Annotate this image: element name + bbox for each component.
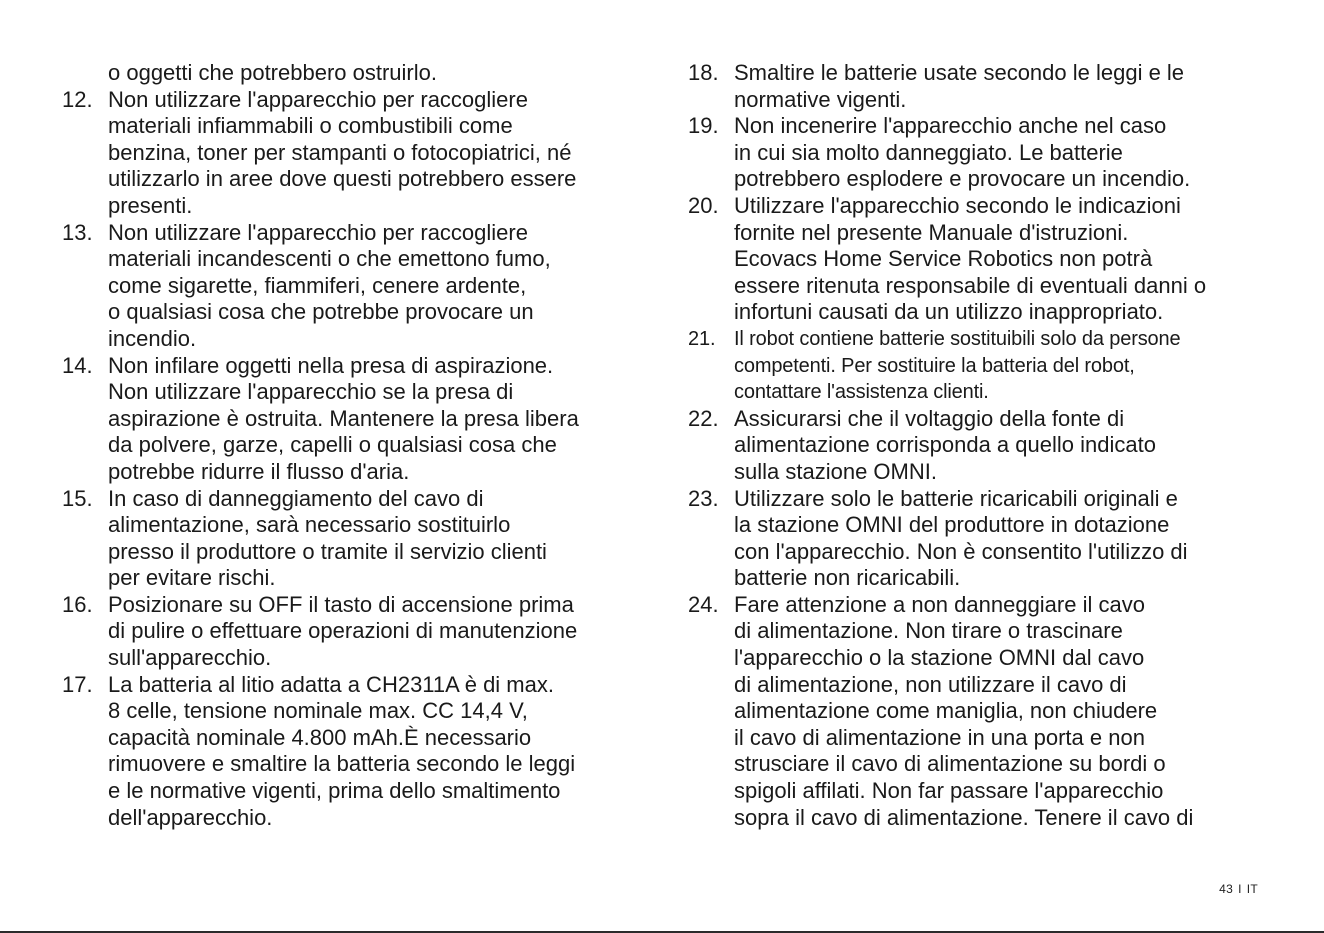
footer-separator: I bbox=[1238, 882, 1242, 896]
text-line: Assicurarsi che il voltaggio della fonte di bbox=[734, 405, 1125, 431]
page-number: 43 bbox=[1219, 882, 1234, 896]
list-item bbox=[688, 60, 1278, 113]
item-number: 17. bbox=[62, 671, 93, 697]
text-line: materiali infiammabili o combustibili come bbox=[108, 113, 513, 139]
text-line: infortuni causati da un utilizzo inappropriato. bbox=[734, 299, 1164, 325]
item-number: 16. bbox=[62, 591, 93, 617]
text-line: il cavo di alimentazione in una porta e non bbox=[734, 724, 1145, 750]
left-column bbox=[62, 60, 652, 831]
text-line: alimentazione corrisponda a quello indicato bbox=[734, 432, 1156, 458]
item-text bbox=[734, 406, 1278, 486]
item-number: 21. bbox=[688, 327, 716, 350]
item-number: 24. bbox=[688, 591, 719, 617]
list-item bbox=[688, 326, 1278, 406]
language-code: IT bbox=[1246, 882, 1258, 896]
item-text bbox=[734, 113, 1278, 193]
item-number: 19. bbox=[688, 113, 719, 139]
text-line: come sigarette, fiammiferi, cenere ardente, bbox=[108, 272, 527, 298]
text-line: sull'apparecchio. bbox=[108, 645, 272, 671]
text-line: la stazione OMNI del produttore in dotazione bbox=[734, 512, 1170, 538]
text-line: Non utilizzare l'apparecchio per raccogliere bbox=[108, 86, 528, 112]
text-line: capacità nominale 4.800 mAh.È necessario bbox=[108, 724, 532, 750]
text-line: di alimentazione. Non tirare o trascinare bbox=[734, 618, 1123, 644]
text-line: materiali incandescenti o che emettono fumo, bbox=[108, 246, 551, 272]
item-text bbox=[108, 87, 652, 220]
list-item bbox=[62, 353, 652, 486]
text-line: contattare l'assistenza clienti. bbox=[734, 381, 989, 404]
text-line: da polvere, garze, capelli o qualsiasi cosa che bbox=[108, 432, 557, 458]
text-line: l'apparecchio o la stazione OMNI dal cavo bbox=[734, 645, 1145, 671]
text-line: alimentazione come maniglia, non chiudere bbox=[734, 698, 1158, 724]
item-number: 12. bbox=[62, 86, 93, 112]
text-line: in cui sia molto danneggiato. Le batterie bbox=[734, 139, 1123, 165]
item-number: 22. bbox=[688, 405, 719, 431]
text-line: potrebbe ridurre il flusso d'aria. bbox=[108, 458, 410, 484]
list-item bbox=[62, 672, 652, 832]
text-line: normative vigenti. bbox=[734, 86, 907, 112]
list-item bbox=[62, 220, 652, 353]
text-line: Utilizzare solo le batterie ricaricabili originali e bbox=[734, 485, 1178, 511]
text-line: e le normative vigenti, prima dello smaltimento bbox=[108, 778, 561, 804]
text-line: incendio. bbox=[108, 325, 197, 351]
item-text bbox=[108, 353, 652, 486]
text-line: 8 celle, tensione nominale max. CC 14,4 V, bbox=[108, 698, 528, 724]
item-number: 15. bbox=[62, 485, 93, 511]
text-line: Ecovacs Home Service Robotics non potrà bbox=[734, 246, 1153, 272]
text-line: Non infilare oggetti nella presa di aspirazione. bbox=[108, 352, 554, 378]
item-text bbox=[734, 592, 1278, 831]
text-line: Fare attenzione a non danneggiare il cavo bbox=[734, 591, 1145, 617]
text-line: In caso di danneggiamento del cavo di bbox=[108, 485, 484, 511]
item-number: 23. bbox=[688, 485, 719, 511]
text-line: strusciare il cavo di alimentazione su bordi o bbox=[734, 751, 1166, 777]
continuation-line: o oggetti che potrebbero ostruirlo. bbox=[108, 60, 437, 85]
text-line: essere ritenuta responsabile di eventuali danni o bbox=[734, 272, 1207, 298]
text-line: presenti. bbox=[108, 192, 193, 218]
text-line: o qualsiasi cosa che potrebbe provocare un bbox=[108, 299, 534, 325]
text-line: sulla stazione OMNI. bbox=[734, 458, 937, 484]
text-line: aspirazione è ostruita. Mantenere la presa libera bbox=[108, 405, 579, 431]
text-line: sopra il cavo di alimentazione. Tenere il cavo di bbox=[734, 804, 1194, 830]
text-line: fornite nel presente Manuale d'istruzioni. bbox=[734, 219, 1129, 245]
page-footer bbox=[1219, 882, 1258, 896]
text-line: per evitare rischi. bbox=[108, 565, 276, 591]
item-number: 13. bbox=[62, 219, 93, 245]
text-line: Smaltire le batterie usate secondo le leggi e le bbox=[734, 60, 1185, 85]
list-item bbox=[688, 592, 1278, 831]
text-line: Non utilizzare l'apparecchio per raccogliere bbox=[108, 219, 528, 245]
text-line: di alimentazione, non utilizzare il cavo di bbox=[734, 671, 1127, 697]
list-item bbox=[62, 486, 652, 592]
list-item bbox=[62, 87, 652, 220]
text-line: di pulire o effettuare operazioni di manutenzione bbox=[108, 618, 578, 644]
text-line: Utilizzare l'apparecchio secondo le indicazioni bbox=[734, 192, 1181, 218]
text-line: Non utilizzare l'apparecchio se la presa di bbox=[108, 379, 514, 405]
text-line: spigoli affilati. Non far passare l'apparecchio bbox=[734, 778, 1164, 804]
list-item bbox=[62, 592, 652, 672]
text-line: Il robot contiene batterie sostituibili solo da persone bbox=[734, 327, 1181, 350]
item-text bbox=[734, 60, 1278, 113]
list-item bbox=[688, 486, 1278, 592]
text-line: Posizionare su OFF il tasto di accensione prima bbox=[108, 591, 574, 617]
text-line: alimentazione, sarà necessario sostituirlo bbox=[108, 512, 511, 538]
list-item bbox=[688, 113, 1278, 193]
text-line: utilizzarlo in aree dove questi potrebbero essere bbox=[108, 166, 577, 192]
text-line: batterie non ricaricabili. bbox=[734, 565, 961, 591]
item-text bbox=[108, 592, 652, 672]
item-text bbox=[108, 220, 652, 353]
item-number: 14. bbox=[62, 352, 93, 378]
text-line: Non incenerire l'apparecchio anche nel caso bbox=[734, 113, 1167, 139]
item-text bbox=[734, 326, 1278, 406]
item-text bbox=[734, 486, 1278, 592]
text-line: rimuovere e smaltire la batteria secondo le leggi bbox=[108, 751, 576, 777]
text-line: presso il produttore o tramite il servizio clienti bbox=[108, 538, 547, 564]
list-item bbox=[688, 406, 1278, 486]
text-line: potrebbero esplodere e provocare un incendio. bbox=[734, 166, 1191, 192]
text-line: benzina, toner per stampanti o fotocopiatrici, né bbox=[108, 139, 572, 165]
text-line: dell'apparecchio. bbox=[108, 804, 273, 830]
item-text bbox=[108, 486, 652, 592]
item-number: 20. bbox=[688, 192, 719, 218]
list-item bbox=[688, 193, 1278, 326]
right-column bbox=[688, 60, 1278, 831]
item-text bbox=[108, 672, 652, 832]
item-text bbox=[734, 193, 1278, 326]
text-line: La batteria al litio adatta a CH2311A è di max. bbox=[108, 671, 554, 697]
item-number: 18. bbox=[688, 60, 719, 85]
text-line: competenti. Per sostituire la batteria del robot, bbox=[734, 354, 1135, 377]
text-line: con l'apparecchio. Non è consentito l'utilizzo di bbox=[734, 538, 1188, 564]
